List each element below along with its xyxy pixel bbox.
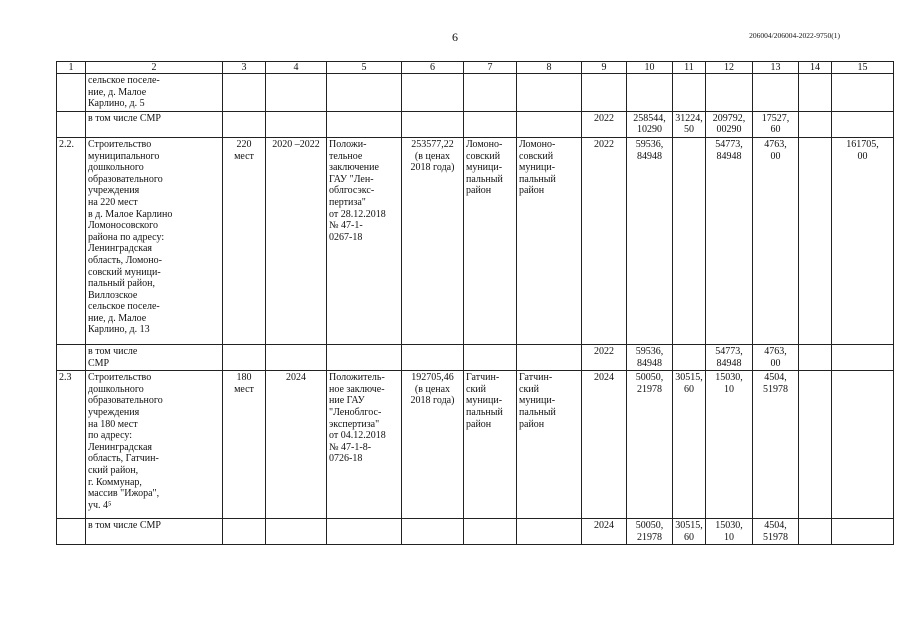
item-number-cell — [57, 344, 86, 370]
document-code: 206004/206004-2022-9750(1) — [749, 31, 840, 40]
page-number: 6 — [452, 30, 458, 44]
recipient-cell — [517, 74, 582, 112]
regional-budget-cell: 54773, 84948 — [706, 137, 753, 344]
extra-budget-cell — [799, 371, 832, 519]
regional-budget-cell — [706, 74, 753, 112]
year-cell: 2022 — [582, 111, 627, 137]
extra-budget-cell — [799, 137, 832, 344]
object-name-cell: в том числе СМР — [86, 519, 223, 545]
estimated-cost-cell: 192705,46 (в ценах 2018 года) — [402, 371, 464, 519]
local-budget-cell: 17527, 60 — [753, 111, 799, 137]
extra-budget-cell — [799, 74, 832, 112]
total-amount-cell — [627, 74, 673, 112]
column-number: 9 — [582, 62, 627, 74]
row-smr-subtotal — [57, 111, 894, 137]
capacity-cell: 180 мест — [223, 371, 266, 519]
total-amount-cell: 258544, 10290 — [627, 111, 673, 137]
year-cell: 2022 — [582, 137, 627, 344]
total-amount-cell: 50050, 21978 — [627, 371, 673, 519]
total-amount-cell: 59536, 84948 — [627, 344, 673, 370]
construction-period-cell — [266, 344, 327, 370]
item-number-cell — [57, 519, 86, 545]
column-number: 14 — [799, 62, 832, 74]
row-smr-2-2 — [57, 344, 894, 370]
object-name-cell: в том числе СМР — [86, 111, 223, 137]
investment-table — [56, 61, 894, 545]
object-name-cell: сельское поселе- ние, д. Малое Карлино, д. 5 — [86, 74, 223, 112]
column-number: 10 — [627, 62, 673, 74]
capacity-cell — [223, 111, 266, 137]
object-name-cell: Строительство дошкольного образовательного учреждения на 180 мест по адресу: Ленинградская область, Гатчин- ский район, г. Коммунар, массив "Ижора", уч. 4⁵ — [86, 371, 223, 519]
extra-budget-cell — [799, 344, 832, 370]
estimated-cost-cell — [402, 519, 464, 545]
regional-budget-cell: 54773, 84948 — [706, 344, 753, 370]
recipient-cell — [517, 111, 582, 137]
column-number-row — [57, 62, 894, 74]
column-number: 12 — [706, 62, 753, 74]
item-number-cell — [57, 74, 86, 112]
federal-budget-cell: 31224, 50 — [673, 111, 706, 137]
item-number-cell — [57, 111, 86, 137]
estimated-cost-cell — [402, 111, 464, 137]
local-budget-cell: 4763, 00 — [753, 344, 799, 370]
regional-budget-cell: 209792, 00290 — [706, 111, 753, 137]
total-amount-cell: 50050, 21978 — [627, 519, 673, 545]
customer-cell — [464, 344, 517, 370]
column-number: 11 — [673, 62, 706, 74]
construction-period-cell — [266, 111, 327, 137]
regional-budget-cell: 15030, 10 — [706, 371, 753, 519]
federal-budget-cell: 30515, 60 — [673, 371, 706, 519]
column-number: 6 — [402, 62, 464, 74]
column-number: 1 — [57, 62, 86, 74]
construction-period-cell — [266, 519, 327, 545]
cell-15-value-cell — [832, 111, 894, 137]
federal-budget-cell — [673, 137, 706, 344]
construction-period-cell: 2020 –2022 — [266, 137, 327, 344]
estimated-cost-cell — [402, 344, 464, 370]
recipient-cell: Гатчин- ский муници- пальный район — [517, 371, 582, 519]
year-cell — [582, 74, 627, 112]
column-number: 5 — [327, 62, 402, 74]
column-number: 13 — [753, 62, 799, 74]
cell-15-value-cell — [832, 344, 894, 370]
estimated-cost-cell — [402, 74, 464, 112]
expert-conclusion-cell — [327, 519, 402, 545]
estimated-cost-cell: 253577,22 (в ценах 2018 года) — [402, 137, 464, 344]
object-name-cell: в том числе СМР — [86, 344, 223, 370]
local-budget-cell: 4504, 51978 — [753, 519, 799, 545]
item-number-cell: 2.2. — [57, 137, 86, 344]
cell-15-value-cell — [832, 371, 894, 519]
capacity-cell — [223, 74, 266, 112]
capacity-cell — [223, 344, 266, 370]
year-cell: 2024 — [582, 519, 627, 545]
construction-period-cell — [266, 74, 327, 112]
federal-budget-cell — [673, 74, 706, 112]
column-number: 8 — [517, 62, 582, 74]
column-number: 7 — [464, 62, 517, 74]
recipient-cell — [517, 519, 582, 545]
customer-cell — [464, 74, 517, 112]
local-budget-cell — [753, 74, 799, 112]
local-budget-cell: 4504, 51978 — [753, 371, 799, 519]
cell-15-value-cell — [832, 74, 894, 112]
customer-cell — [464, 519, 517, 545]
item-number-cell: 2.3 — [57, 371, 86, 519]
expert-conclusion-cell: Положитель- ное заключе- ние ГАУ "Леноблгос- экспертиза" от 04.12.2018 № 47-1-8- 0726-18 — [327, 371, 402, 519]
expert-conclusion-cell — [327, 344, 402, 370]
cell-15-value-cell — [832, 519, 894, 545]
expert-conclusion-cell — [327, 111, 402, 137]
row-continuation — [57, 74, 894, 112]
capacity-cell — [223, 519, 266, 545]
row-smr-2-3 — [57, 519, 894, 545]
recipient-cell — [517, 344, 582, 370]
local-budget-cell: 4763, 00 — [753, 137, 799, 344]
column-number: 3 — [223, 62, 266, 74]
capacity-cell: 220 мест — [223, 137, 266, 344]
total-amount-cell: 59536, 84948 — [627, 137, 673, 344]
column-number: 4 — [266, 62, 327, 74]
regional-budget-cell: 15030, 10 — [706, 519, 753, 545]
year-cell: 2024 — [582, 371, 627, 519]
cell-15-value-cell: 161705, 00 — [832, 137, 894, 344]
construction-period-cell: 2024 — [266, 371, 327, 519]
object-name-cell: Строительство муниципального дошкольного образовательного учреждения на 220 мест в д. Малое Карлино Ломоносовского района по адресу: Ленинградская область, Ломоно- совский муници- пальный район, Виллозское сельское поселе- ние, д. Малое Карлино, д. 13 — [86, 137, 223, 344]
expert-conclusion-cell — [327, 74, 402, 112]
year-cell: 2022 — [582, 344, 627, 370]
row-item-2-3 — [57, 371, 894, 519]
customer-cell: Гатчин- ский муници- пальный район — [464, 371, 517, 519]
federal-budget-cell — [673, 344, 706, 370]
column-number: 2 — [86, 62, 223, 74]
customer-cell — [464, 111, 517, 137]
column-number: 15 — [832, 62, 894, 74]
expert-conclusion-cell: Положи- тельное заключение ГАУ "Лен- облгосэкс- пертиза" от 28.12.2018 № 47-1- 0267-18 — [327, 137, 402, 344]
customer-cell: Ломоно- совский муници- пальный район — [464, 137, 517, 344]
recipient-cell: Ломоно- совский муници- пальный район — [517, 137, 582, 344]
extra-budget-cell — [799, 519, 832, 545]
extra-budget-cell — [799, 111, 832, 137]
row-item-2-2 — [57, 137, 894, 344]
federal-budget-cell: 30515, 60 — [673, 519, 706, 545]
